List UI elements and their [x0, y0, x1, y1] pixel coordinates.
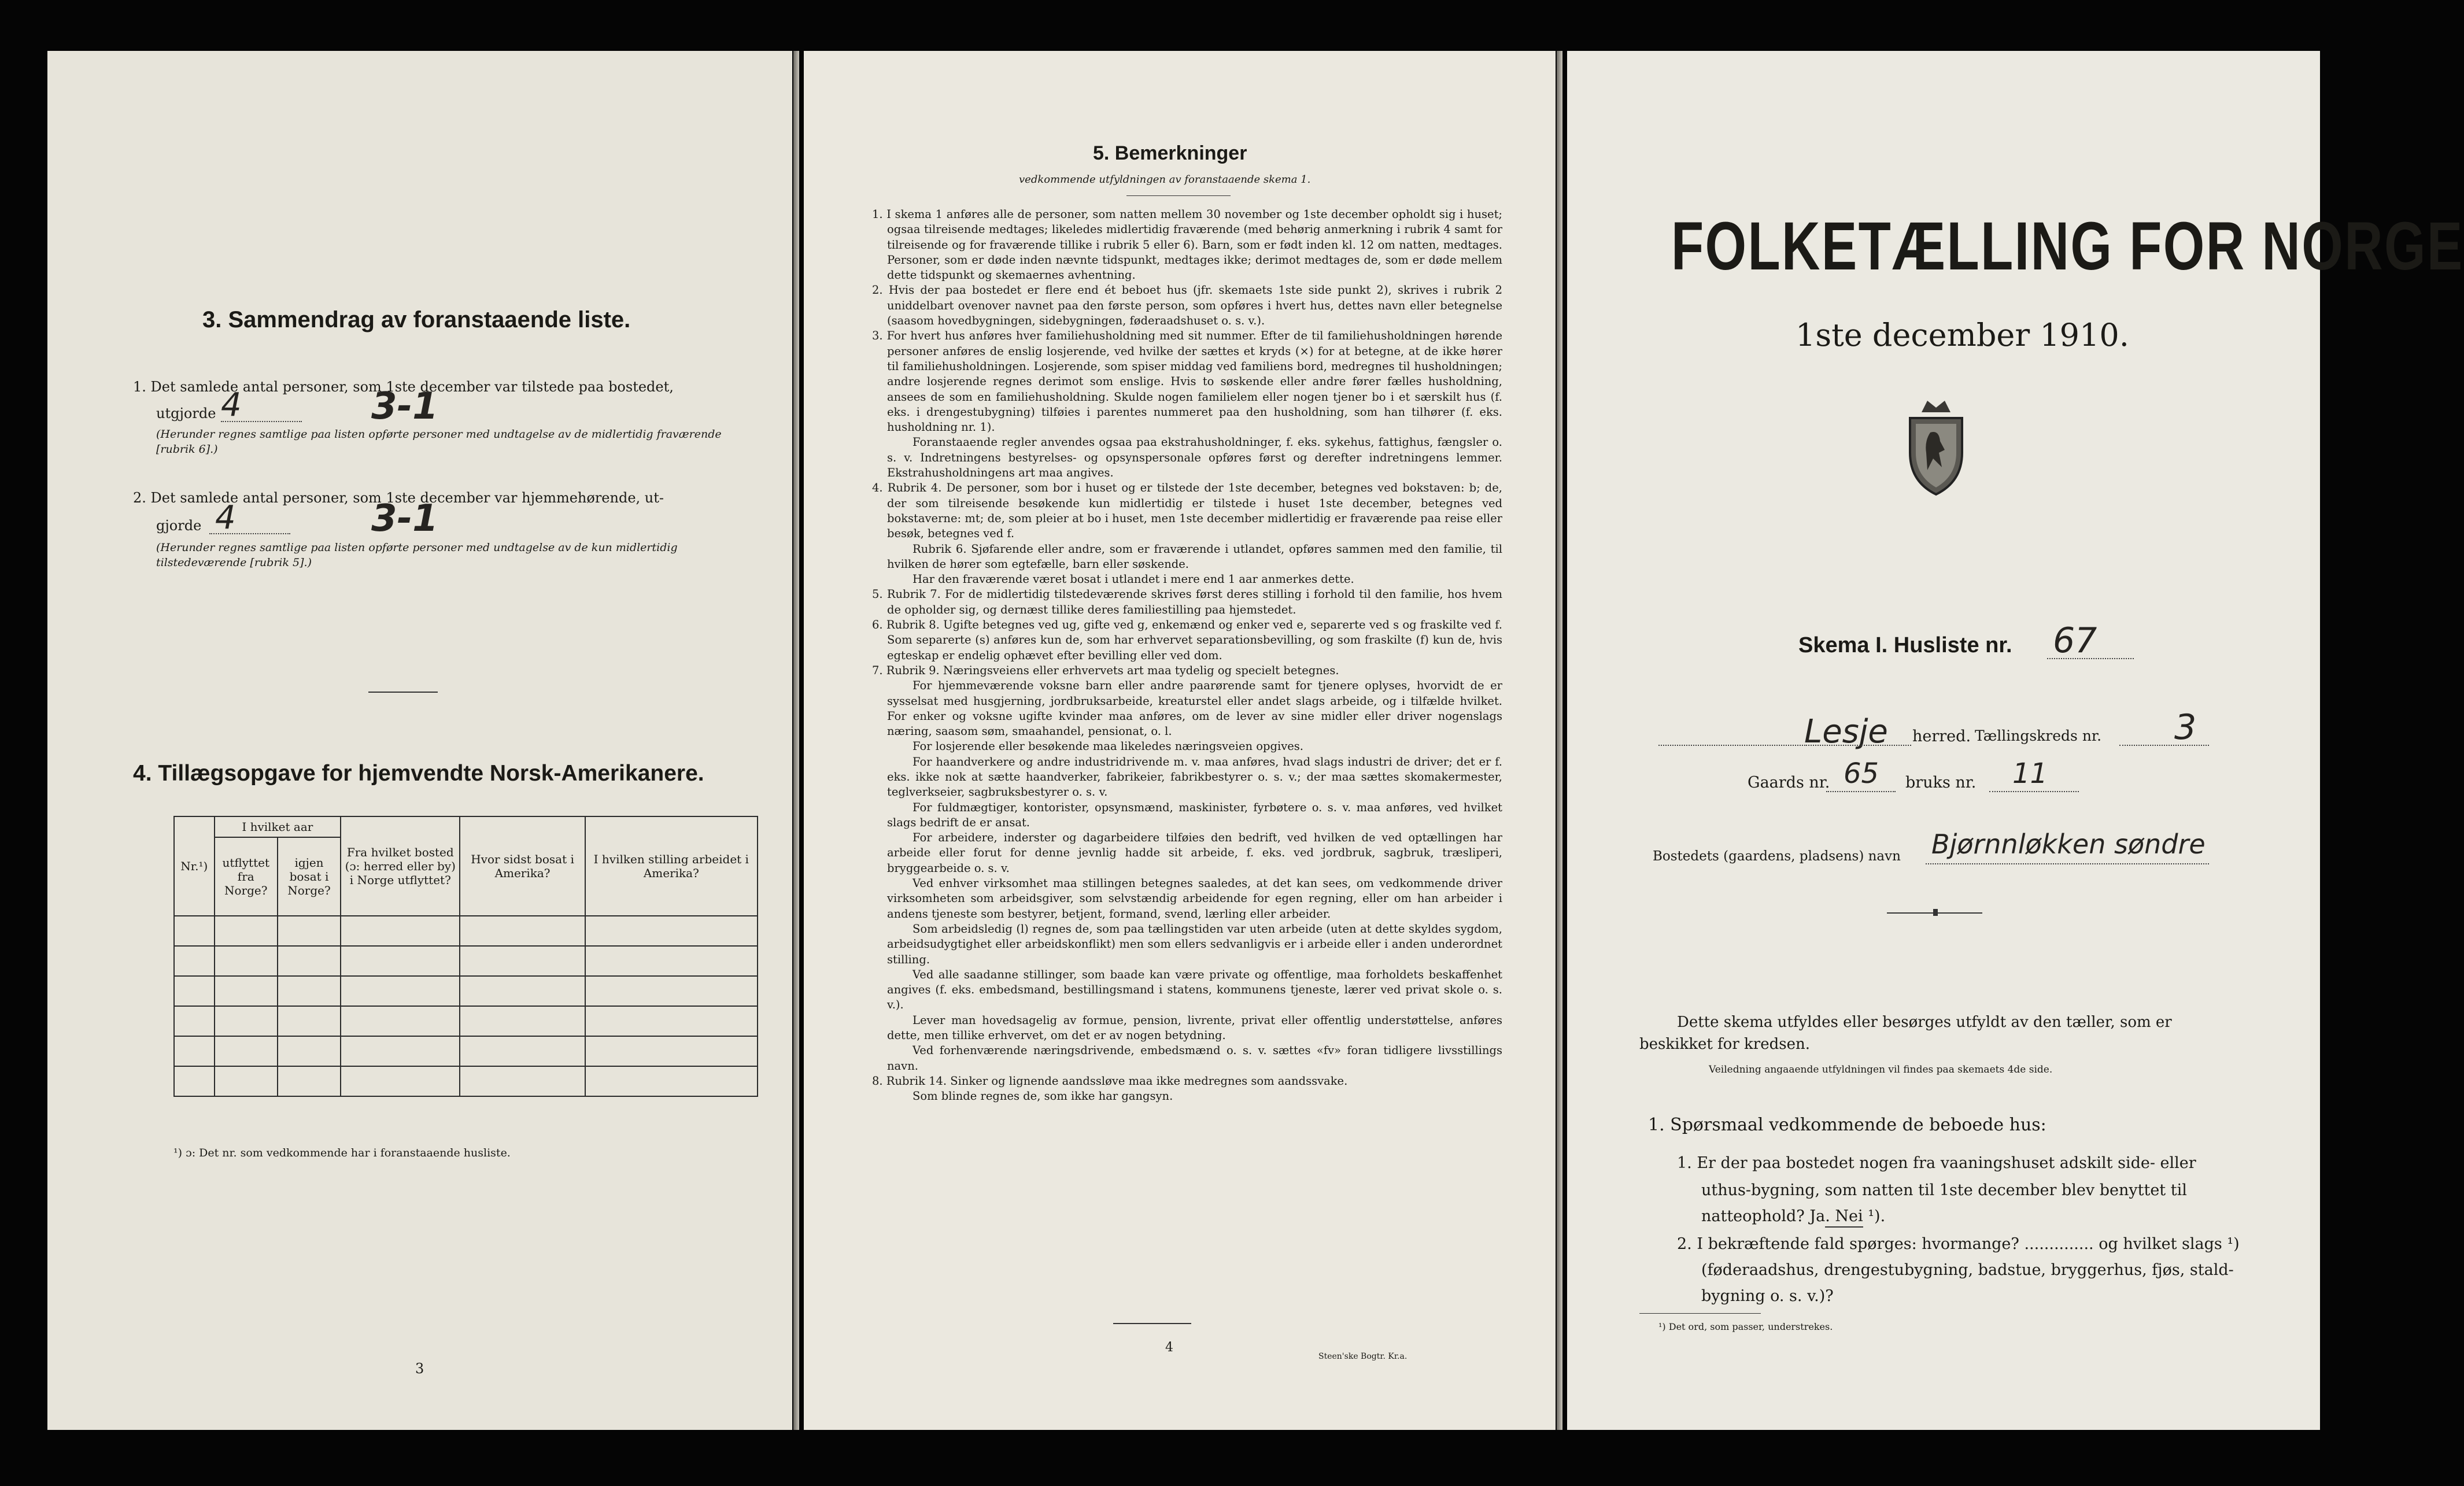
section3-item1-note: (Herunder regnes samtlige paa listen opførte personer med undtagelse av de midlertidig fraværende [rubrik 6].)	[156, 428, 722, 456]
bruks-label: bruks nr.	[1905, 774, 1977, 792]
remarks-rule	[1126, 195, 1231, 196]
q1-line-3: natteophold? Ja. Nei ¹).	[1701, 1207, 1886, 1225]
table-row	[174, 946, 758, 976]
norsk-amerikanere-table	[173, 816, 758, 1097]
bottom-rule	[1113, 1323, 1191, 1324]
section4-footnote: ¹) ɔ: Det nr. som vedkommende har i foranstaaende husliste.	[173, 1147, 511, 1159]
table-header-igjen: igjen bosat i Norge?	[278, 837, 341, 916]
section3-item1-dots	[221, 421, 302, 422]
remark-paragraph: Rubrik 6. Sjøfarende eller andre, som er fraværende i utlandet, opføres sammen med den familie, til hvilken de hører som egtefælle, barn eller søskende.	[887, 542, 1502, 571]
section3-item1-correction: 3-1	[371, 385, 438, 428]
right-footnote: ¹) Det ord, som passer, understrekes.	[1658, 1321, 1833, 1332]
remark-paragraph: Lever man hovedsagelig av formue, pension, livrente, privat eller offentlig understøttelse, anføres dette, men tillike erhvervet, om det er av nogen betydning.	[887, 1013, 1502, 1043]
krets-value: 3	[2174, 707, 2197, 748]
krets-dots	[2119, 745, 2209, 746]
remark-paragraph: For hjemmeværende voksne barn eller andre paarørende samt for tjenere oplyses, hvorvidt de er sysselsat med husgjerning, jordbruksarbeide, kreaturstel eller andet slags arbeide, og i tilfælde hvilket. For enker og voksne ugifte kvinder maa anføres, om de lever av sine midler eller driver nogenslags næring, saasom søm, smaahandel, pensionat, o. l.	[887, 679, 1502, 738]
table-header-hvor: Hvor sidst bosat i Amerika?	[460, 816, 585, 916]
bosted-dots	[1926, 863, 2209, 864]
section3-item2-dots	[209, 533, 290, 534]
table-row	[174, 976, 758, 1006]
remark-paragraph: Som arbeidsledig (l) regnes de, som paa tællingstiden var uten arbeide (uten at dette skyldes sygdom, arbeidsudygtighet eller arbeidskonflikt) men som ellers sedvanligvis er i arbeide eller i anden underordnet stilling.	[887, 922, 1502, 966]
footnote-rule	[1639, 1313, 1761, 1314]
section3-item2-note: (Herunder regnes samtlige paa listen opførte personer med undtagelse av de kun midlertidig tilstedeværende [rubrik 5].)	[156, 541, 678, 569]
page-number-middle: 4	[1165, 1340, 1173, 1355]
section3-item1-line: 1. Det samlede antal personer, som 1ste december var tilstede paa bostedet,	[133, 379, 674, 395]
herred-label: herred.	[1912, 727, 1971, 745]
table-header-group: I hvilket aar	[215, 816, 341, 837]
q2-line-1: 2. I bekræftende fald spørges: hvormange? .............. og hvilket slags ¹)	[1677, 1235, 2240, 1253]
table-row	[174, 1036, 758, 1066]
section3-item1-value: 4	[221, 386, 242, 424]
remark-paragraph: Har den fraværende været bosat i utlandet i mere end 1 aar anmerkes dette.	[913, 572, 1354, 586]
table-header-fra: Fra hvilket bosted (ɔ: herred eller by) i Norge utflyttet?	[341, 816, 460, 916]
separator-rule	[368, 692, 438, 693]
bruks-value: 11	[2012, 757, 2048, 790]
table-header-nr: Nr.¹)	[174, 816, 215, 916]
table-row	[174, 1006, 758, 1036]
remark-paragraph: 3. For hvert hus anføres hver familiehusholdning med sit nummer. Efter de til familiehusholdningen hørende personer anføres de enslig losjerende, ved hvilke der sættes et kryds (×) for at betegne, at de ikke hører til familiehusholdningen. Losjerende, som spiser middag ved familiens bord, medregnes til husholdningen; andre losjerende regnes derimot som enslige. Hvis to søskende eller andre fører fælles husholdning, ansees de som en familiehusholdning. Skulde nogen familielem eller nogen tjener bo i et særskilt hus (f. eks. i drengestubygning) tilføies i parentes nummeret paa den husholdning, som han tilhører (f. eks. husholdning nr. 1).	[872, 329, 1502, 434]
remark-paragraph: Foranstaaende regler anvendes ogsaa paa ekstrahusholdninger, f. eks. sykehus, fattighus, fængsler o. s. v. Indretningens bestyrelses- og opsynspersonale opføres først og derefter indretningens lemmer. Ekstrahusholdningens art maa angives.	[887, 435, 1502, 480]
remark-paragraph: Ved enhver virksomhet maa stillingen betegnes saaledes, at det kan sees, om vedkommende driver virksomheten som arbeidsgiver, som selvstændig arbeidende for egen regning, eller om han arbeider i andens tjeneste som bestyrer, betjent, formand, svend, lærling eller arbeider.	[887, 877, 1502, 921]
section4-heading: 4. Tillægsopgave for hjemvendte Norsk-Amerikanere.	[133, 761, 704, 786]
q2-line-2: (føderaadshus, drengestubygning, badstue, bryggerhus, fjøs, stald-	[1701, 1261, 2234, 1279]
table-header-stilling: I hvilken stilling arbeidet i Amerika?	[585, 816, 758, 916]
questions-heading: 1. Spørsmaal vedkommende de beboede hus:	[1648, 1115, 2046, 1135]
section3-item2-line: 2. Det samlede antal personer, som 1ste december var hjemmehørende, ut-	[133, 490, 664, 506]
bosted-label: Bostedets (gaardens, pladsens) navn	[1653, 849, 1901, 864]
remark-paragraph: Ved alle saadanne stillinger, som baade kan være private og offentlige, maa forholdets beskaffenhet angives (f. eks. embedsmand, bestillingsmand i statens, kommunens tjeneste, lærer ved privat skole o. s. v.).	[887, 967, 1502, 1012]
section3-item1-utgjorde: utgjorde	[156, 405, 216, 422]
remark-paragraph: For haandverkere og andre industridrivende m. v. maa anføres, hvad slags industri de driver; det er f. eks. ikke nok at sætte haandverker, fabrikeier, fabrikbestyrer o. s. v.; der maa sættes skomakermester, teglverkseier, sagbruksbestyrer o. s. v.	[887, 755, 1502, 799]
q1-line-1: 1. Er der paa bostedet nogen fra vaaningshuset adskilt side- eller	[1677, 1154, 2196, 1172]
page-fold-left	[793, 51, 799, 1430]
intro-note: Veiledning angaaende utfyldningen vil findes paa skemaets 4de side.	[1709, 1064, 2053, 1075]
q1-line-2: uthus-bygning, som natten til 1ste december blev benyttet til	[1701, 1181, 2187, 1199]
separator-mark	[1933, 909, 1938, 916]
section3-item2-value: 4	[215, 499, 236, 537]
remarks-list	[872, 207, 1502, 1104]
remark-paragraph: 6. Rubrik 8. Ugifte betegnes ved ug, gifte ved g, enkemænd og enker ved e, separerte ved s og fraskilte ved f. Som separerte (s) anføres kun de, som har erhvervet separationsbevilling, og som fraskilte (f) kun de, hvis egteskap er endelig ophævet efter bevilling eller ved dom.	[872, 618, 1502, 662]
herred-dots-b	[1804, 745, 1911, 746]
remark-paragraph: 8. Rubrik 14. Sinker og lignende aandssløve maa ikke medregnes som aandssvake.	[872, 1074, 1348, 1088]
nei-underline	[1825, 1226, 1863, 1228]
section3-heading: 3. Sammendrag av foranstaaende liste.	[202, 307, 631, 332]
remark-paragraph: 5. Rubrik 7. For de midlertidig tilstedeværende skrives først deres stilling i forhold til den familie, hos hvem de opholder sig, og dernæst tillike deres familiestilling paa hjemstedet.	[872, 587, 1502, 616]
gaards-dots	[1826, 791, 1896, 792]
table-row	[174, 916, 758, 946]
printer-imprint: Steen'ske Bogtr. Kr.a.	[1318, 1352, 1408, 1361]
bosted-value: Bjørnnløkken søndre	[1931, 829, 2206, 860]
remarks-heading: 5. Bemerkninger	[1093, 142, 1247, 164]
remark-paragraph: 7. Rubrik 9. Næringsveiens eller erhvervets art maa tydelig og specielt betegnes.	[872, 663, 1339, 677]
remarks-subheading: vedkommende utfyldningen av foranstaaende skema 1.	[1019, 173, 1311, 186]
q2-line-3: bygning o. s. v.)?	[1701, 1287, 1834, 1305]
page-middle	[804, 51, 1556, 1430]
section3-item2-correction: 3-1	[371, 497, 438, 540]
remark-paragraph: For fuldmægtiger, kontorister, opsynsmænd, maskinister, fyrbøtere o. s. v. maa anføres, ved hvilket slags bedrift de er ansat.	[887, 800, 1502, 829]
herred-dots-a	[1658, 745, 1803, 746]
gaards-label: Gaards nr.	[1748, 774, 1830, 792]
table-row	[174, 1066, 758, 1096]
krets-label: Tællingskreds nr.	[1975, 727, 2102, 744]
skema-label: Skema I. Husliste nr.	[1798, 633, 2012, 657]
remark-paragraph: For arbeidere, inderster og dagarbeidere tilføies den bedrift, ved hvilken de ved optællingen har arbeide eller forut for denne jevnlig hadde sit arbeide, f. eks. ved jordbruk, sagbruk, træsliperi, bryggearbeide o. s. v.	[887, 831, 1502, 875]
remark-paragraph: 1. I skema 1 anføres alle de personer, som natten mellem 30 november og 1ste december opholdt sig i huset; ogsaa tilreisende medtages; likeledes midlertidig fraværende (med behørig anmerkning i rubrik 4 samt for tilreisende og for fraværende tillike i rubrik 5 eller 6). Barn, som er født inden kl. 12 om natten, medtages. Personer, som er døde inden nævnte tidspunkt, medtages ikke; derimot medtages de, som er døde mellem dette tidspunkt og skemaernes avhentning.	[872, 208, 1502, 282]
census-date: 1ste december 1910.	[1796, 317, 2129, 353]
herred-value: Lesje	[1804, 713, 1888, 751]
husliste-dots	[2047, 658, 2134, 659]
remark-paragraph: Ved forhenværende næringsdrivende, embedsmænd o. s. v. sættes «fv» foran tidligere livsstillings navn.	[887, 1044, 1502, 1073]
intro-line-1: Dette skema utfyldes eller besørges utfyldt av den tæller, som er	[1677, 1014, 2172, 1031]
remark-paragraph: For losjerende eller besøkende maa likeledes næringsveien opgives.	[913, 740, 1303, 753]
remark-paragraph: 2. Hvis der paa bostedet er flere end ét beboet hus (jfr. skemaets 1ste side punkt 2), skrives i rubrik 2 uniddelbart ovenover navnet paa den første person, som opføres i hvert hus, dettes navn eller betegnelse (saasom hovedbygningen, sidebygningen, føderaadshuset o. s. v.).	[872, 283, 1502, 328]
page-number-left: 3	[415, 1361, 424, 1377]
table-header-utflyttet: utflyttet fra Norge?	[215, 837, 278, 916]
remark-paragraph: 4. Rubrik 4. De personer, som bor i huset og er tilstede der 1ste december, betegnes ved bokstaven: b; de, der som tilreisende besøkende kun midlertidig er tilstede i huset 1ste december, betegnes ved bokstaverne: mt; de, som pleier at bo i huset, men 1ste december midlertidig er fraværende paa reise eller besøk, betegnes ved f.	[872, 481, 1502, 541]
intro-line-2: beskikket for kredsen.	[1639, 1036, 1810, 1053]
census-title: FOLKETÆLLING FOR NORGE	[1671, 208, 2464, 284]
coat-of-arms-icon	[1898, 395, 1974, 499]
remark-paragraph: Som blinde regnes de, som ikke har gangsyn.	[913, 1089, 1173, 1103]
bruks-dots	[1989, 791, 2079, 792]
page-fold-right	[1557, 51, 1562, 1430]
husliste-nr: 67	[2053, 620, 2097, 661]
gaards-value: 65	[1844, 757, 1879, 790]
page-right	[1567, 51, 2464, 1430]
page-left	[47, 51, 792, 1430]
section3-item2-utgjorde: gjorde	[156, 517, 202, 534]
